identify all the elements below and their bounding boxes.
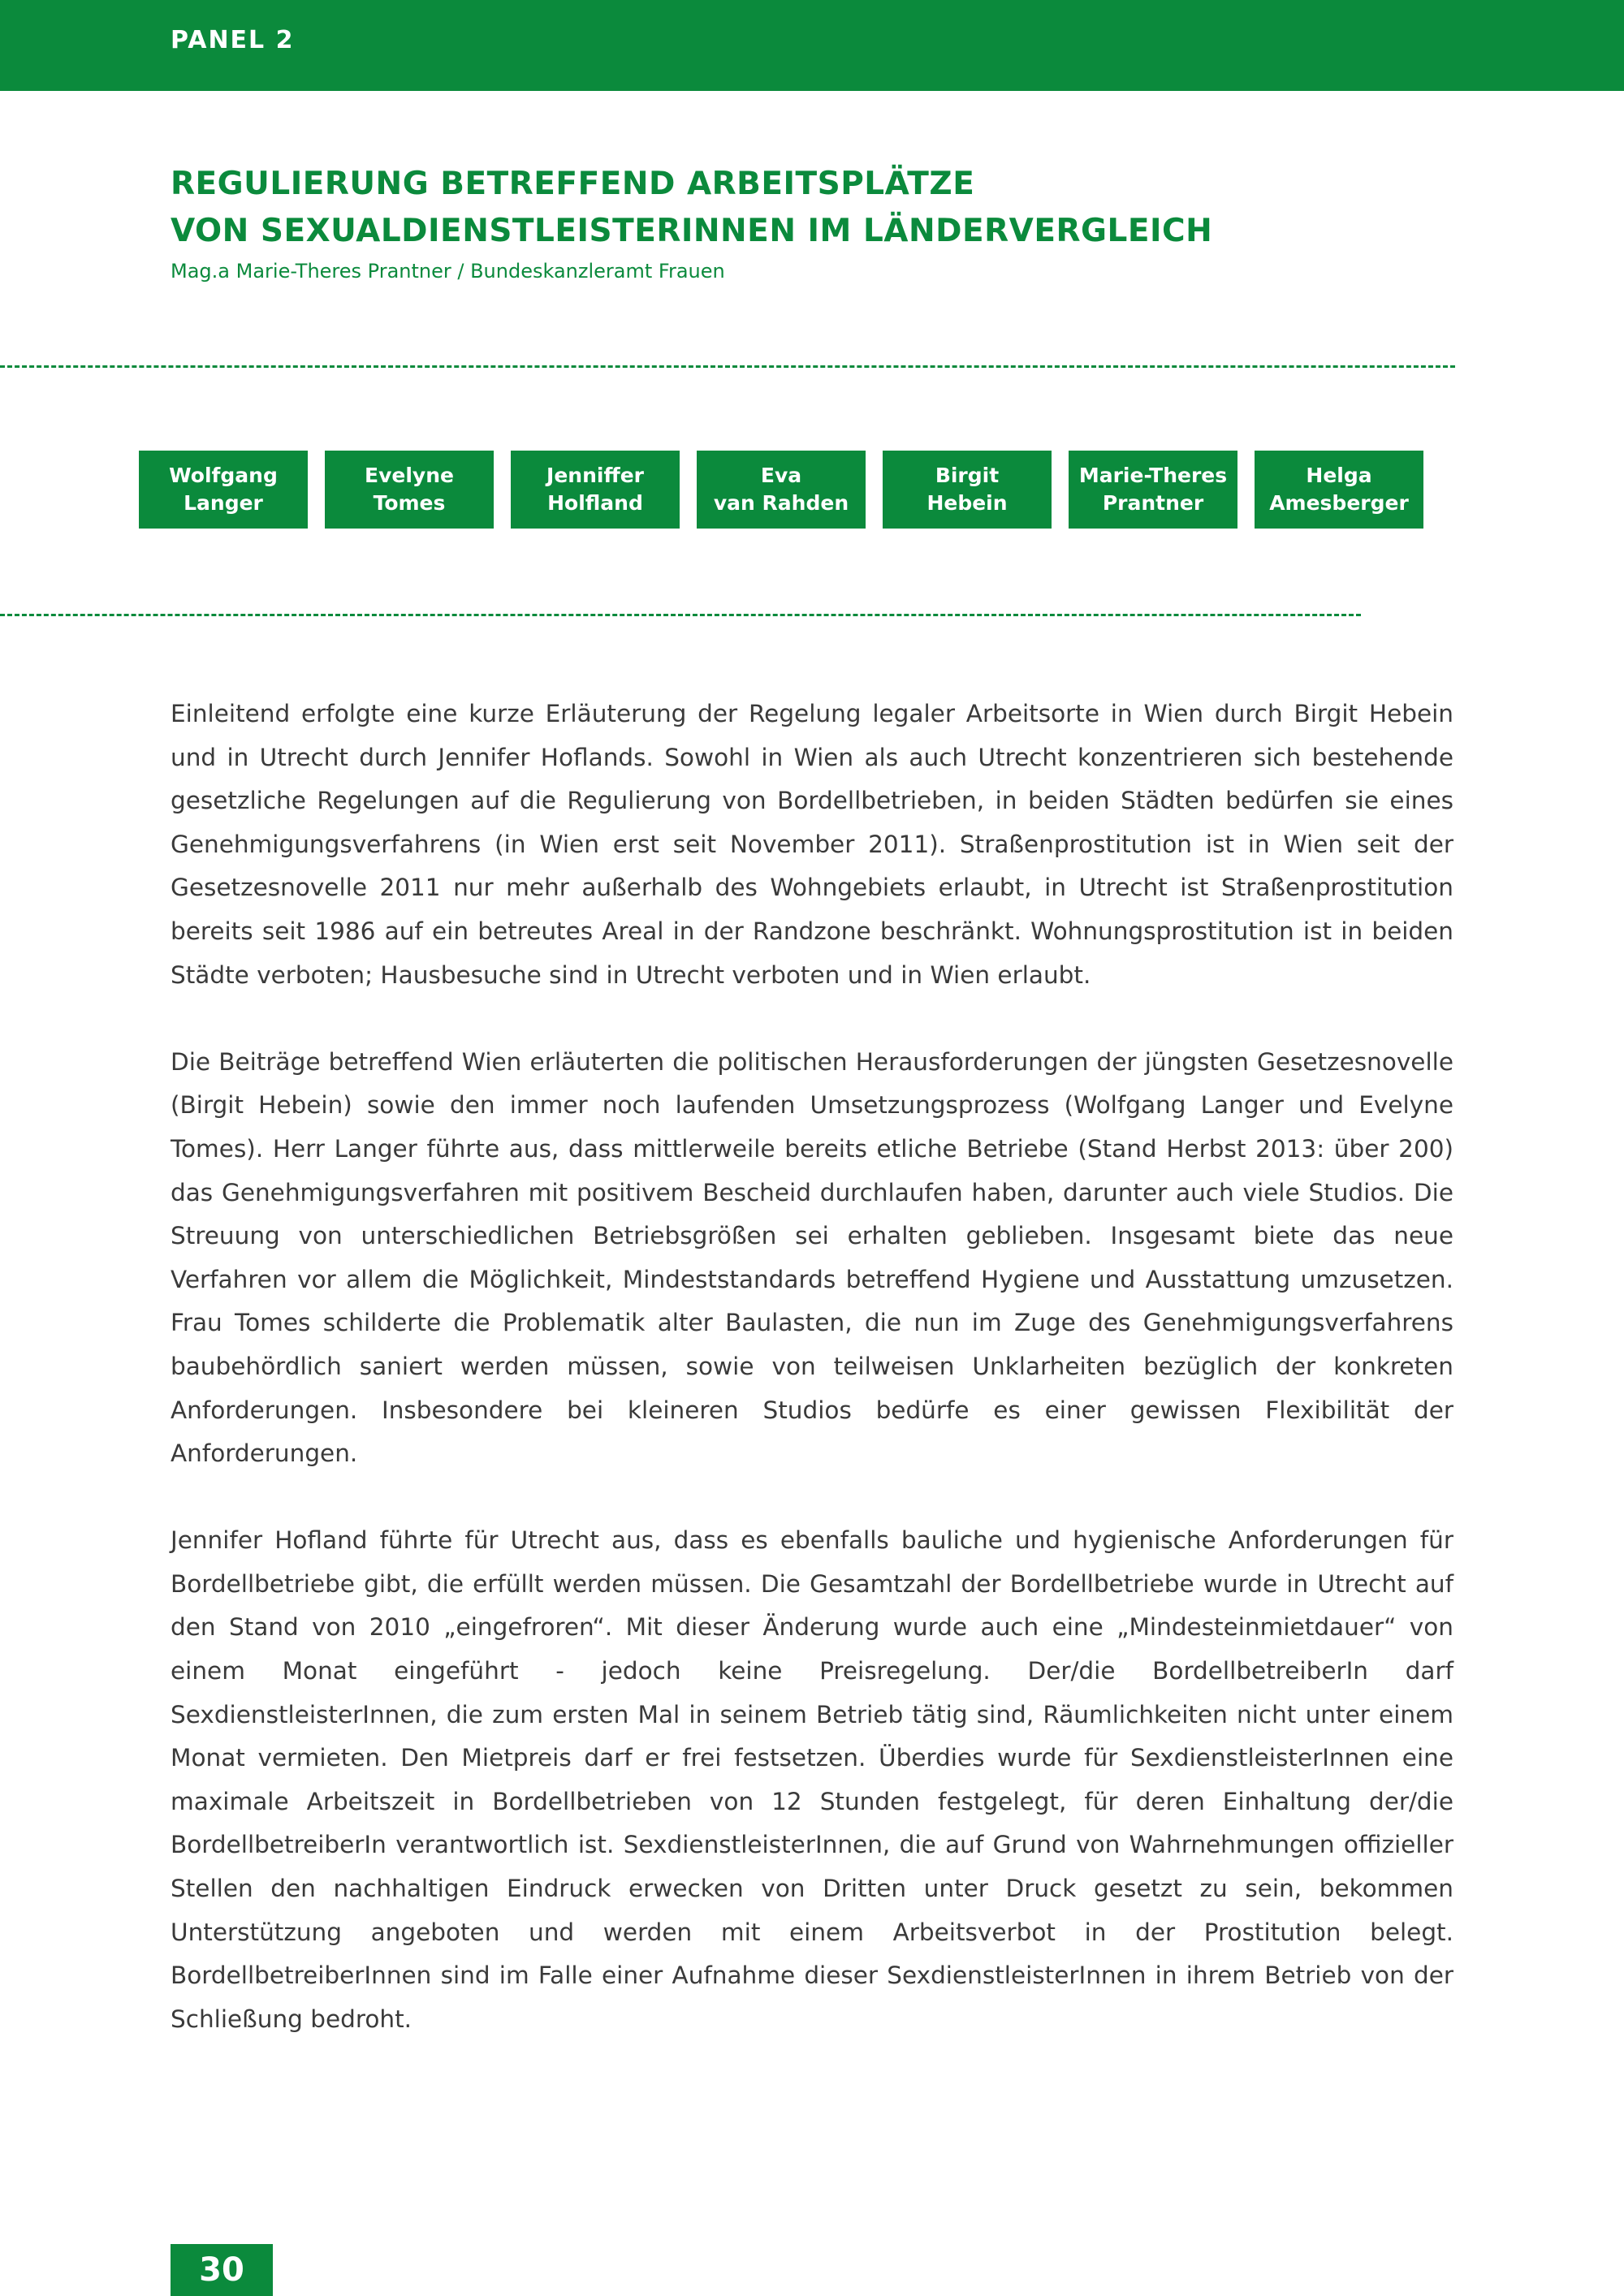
speaker-last-name: Langer: [184, 491, 263, 515]
page-number: 30: [171, 2244, 273, 2296]
speaker-last-name: van Rahden: [713, 491, 849, 515]
speaker-first-name: Birgit: [935, 464, 1000, 487]
speaker-last-name: Prantner: [1102, 491, 1204, 515]
speaker-first-name: Jenniffer: [546, 464, 644, 487]
speaker-last-name: Holfland: [547, 491, 643, 515]
speaker-first-name: Marie-Theres: [1078, 464, 1228, 487]
paragraph: Die Beiträge betreffend Wien erläuterten die politischen Herausforderungen der jüngsten Gesetzesnovelle (Birgit Hebein) sowie den immer noch laufenden Umsetzungsprozess (Wolfgang Langer und Evelyne Tomes). Herr Langer führte aus, dass mittlerweile bereits etliche Betriebe (Stand Herbst 2013: über 200) das Genehmigungsverfahren mit positivem Bescheid durchlaufen haben, darunter auch viele Studios. Die Streuung von unterschiedlichen Betriebsgrößen sei erhalten geblieben. Insgesamt biete das neue Verfahren vor allem die Möglichkeit, Mindeststandards betreffend Hygiene und Ausstattung umzusetzen. Frau Tomes schilderte die Problematik alter Baulasten, die nun im Zuge des Genehmigungsverfahrens baubehördlich saniert werden müssen, sowie von teilweisen Unklarheiten bezüglich der konkreten Anforderungen. Insbesondere bei kleineren Studios bedürfe es einer gewissen Flexibilität der Anforderungen.: [171, 1047, 1453, 1468]
header-bar: [0, 0, 1624, 91]
title-line-2: VON SEXUALDIENSTLEISTERINNEN IM LÄNDERVERGLEICH: [171, 213, 1213, 249]
speaker-chip-holfland: [511, 451, 680, 529]
title-line-1: REGULIERUNG BETREFFEND ARBEITSPLÄTZE: [171, 166, 975, 202]
article-body: [171, 693, 1453, 2085]
speaker-chip-langer: [139, 451, 308, 529]
speaker-chip-amesberger: [1255, 451, 1423, 529]
dashed-divider-bottom: [0, 614, 1361, 616]
speaker-last-name: Amesberger: [1269, 491, 1409, 515]
speaker-first-name: Eva: [760, 464, 802, 487]
speaker-first-name: Evelyne: [365, 464, 454, 487]
speaker-chip-prantner: [1069, 451, 1237, 529]
speaker-chip-tomes: [325, 451, 494, 529]
speaker-first-name: Helga: [1306, 464, 1372, 487]
speaker-chip-van-rahden: [697, 451, 866, 529]
speaker-chip-hebein: [883, 451, 1052, 529]
panel-label: PANEL 2: [171, 26, 295, 54]
author-subtitle: Mag.a Marie-Theres Prantner / Bundeskanzleramt Frauen: [171, 260, 725, 283]
speaker-first-name: Wolfgang: [169, 464, 278, 487]
paragraph: Jennifer Hofland führte für Utrecht aus, dass es ebenfalls bauliche und hygienische Anforderungen für Bordellbetriebe gibt, die erfüllt werden müssen. Die Gesamtzahl der Bordellbetriebe wurde in Utrecht auf den Stand von 2010 „eingefroren“. Mit dieser Änderung wurde auch eine „Mindesteinmietdauer“ von einem Monat eingeführt - jedoch keine Preisregelung. Der/die BordellbetreiberIn darf SexdienstleisterInnen, die zum ersten Mal in seinem Betrieb tätig sind, Räumlichkeiten nicht unter einem Monat vermieten. Den Mietpreis darf er frei festsetzen. Überdies wurde für SexdienstleisterInnen eine maximale Arbeitszeit in Bordellbetrieben von 12 Stunden festgelegt, für deren Einhaltung der/die BordellbetreiberIn verantwortlich ist. SexdienstleisterInnen, die auf Grund von Wahrnehmungen offizieller Stellen den nachhaltigen Eindruck erwecken von Dritten unter Druck gesetzt zu sein, bekommen Unterstützung angeboten und werden mit einem Arbeitsverbot in der Prostitution belegt. BordellbetreiberInnen sind im Falle einer Aufnahme dieser SexdienstleisterInnen in ihrem Betrieb von der Schließung bedroht.: [171, 1526, 1453, 2033]
speaker-last-name: Hebein: [926, 491, 1008, 515]
dashed-divider-top: [0, 365, 1455, 368]
page-title: [171, 161, 1212, 255]
paragraph: Einleitend erfolgte eine kurze Erläuterung der Regelung legaler Arbeitsorte in Wien durch Birgit Hebein und in Utrecht durch Jennifer Hoflands. Sowohl in Wien als auch Utrecht konzentrieren sich bestehende gesetzliche Regelungen auf die Regulierung von Bordellbetrieben, in beiden Städten bedürfen sie eines Genehmigungsverfahrens (in Wien erst seit November 2011). Straßenprostitution ist in Wien seit der Gesetzesnovelle 2011 nur mehr außerhalb des Wohngebiets erlaubt, in Utrecht ist Straßenprostitution bereits seit 1986 auf ein betreutes Areal in der Randzone beschränkt. Wohnungsprostitution ist in beiden Städte verboten; Hausbesuche sind in Utrecht verboten und in Wien erlaubt.: [171, 700, 1453, 989]
speaker-last-name: Tomes: [373, 491, 446, 515]
